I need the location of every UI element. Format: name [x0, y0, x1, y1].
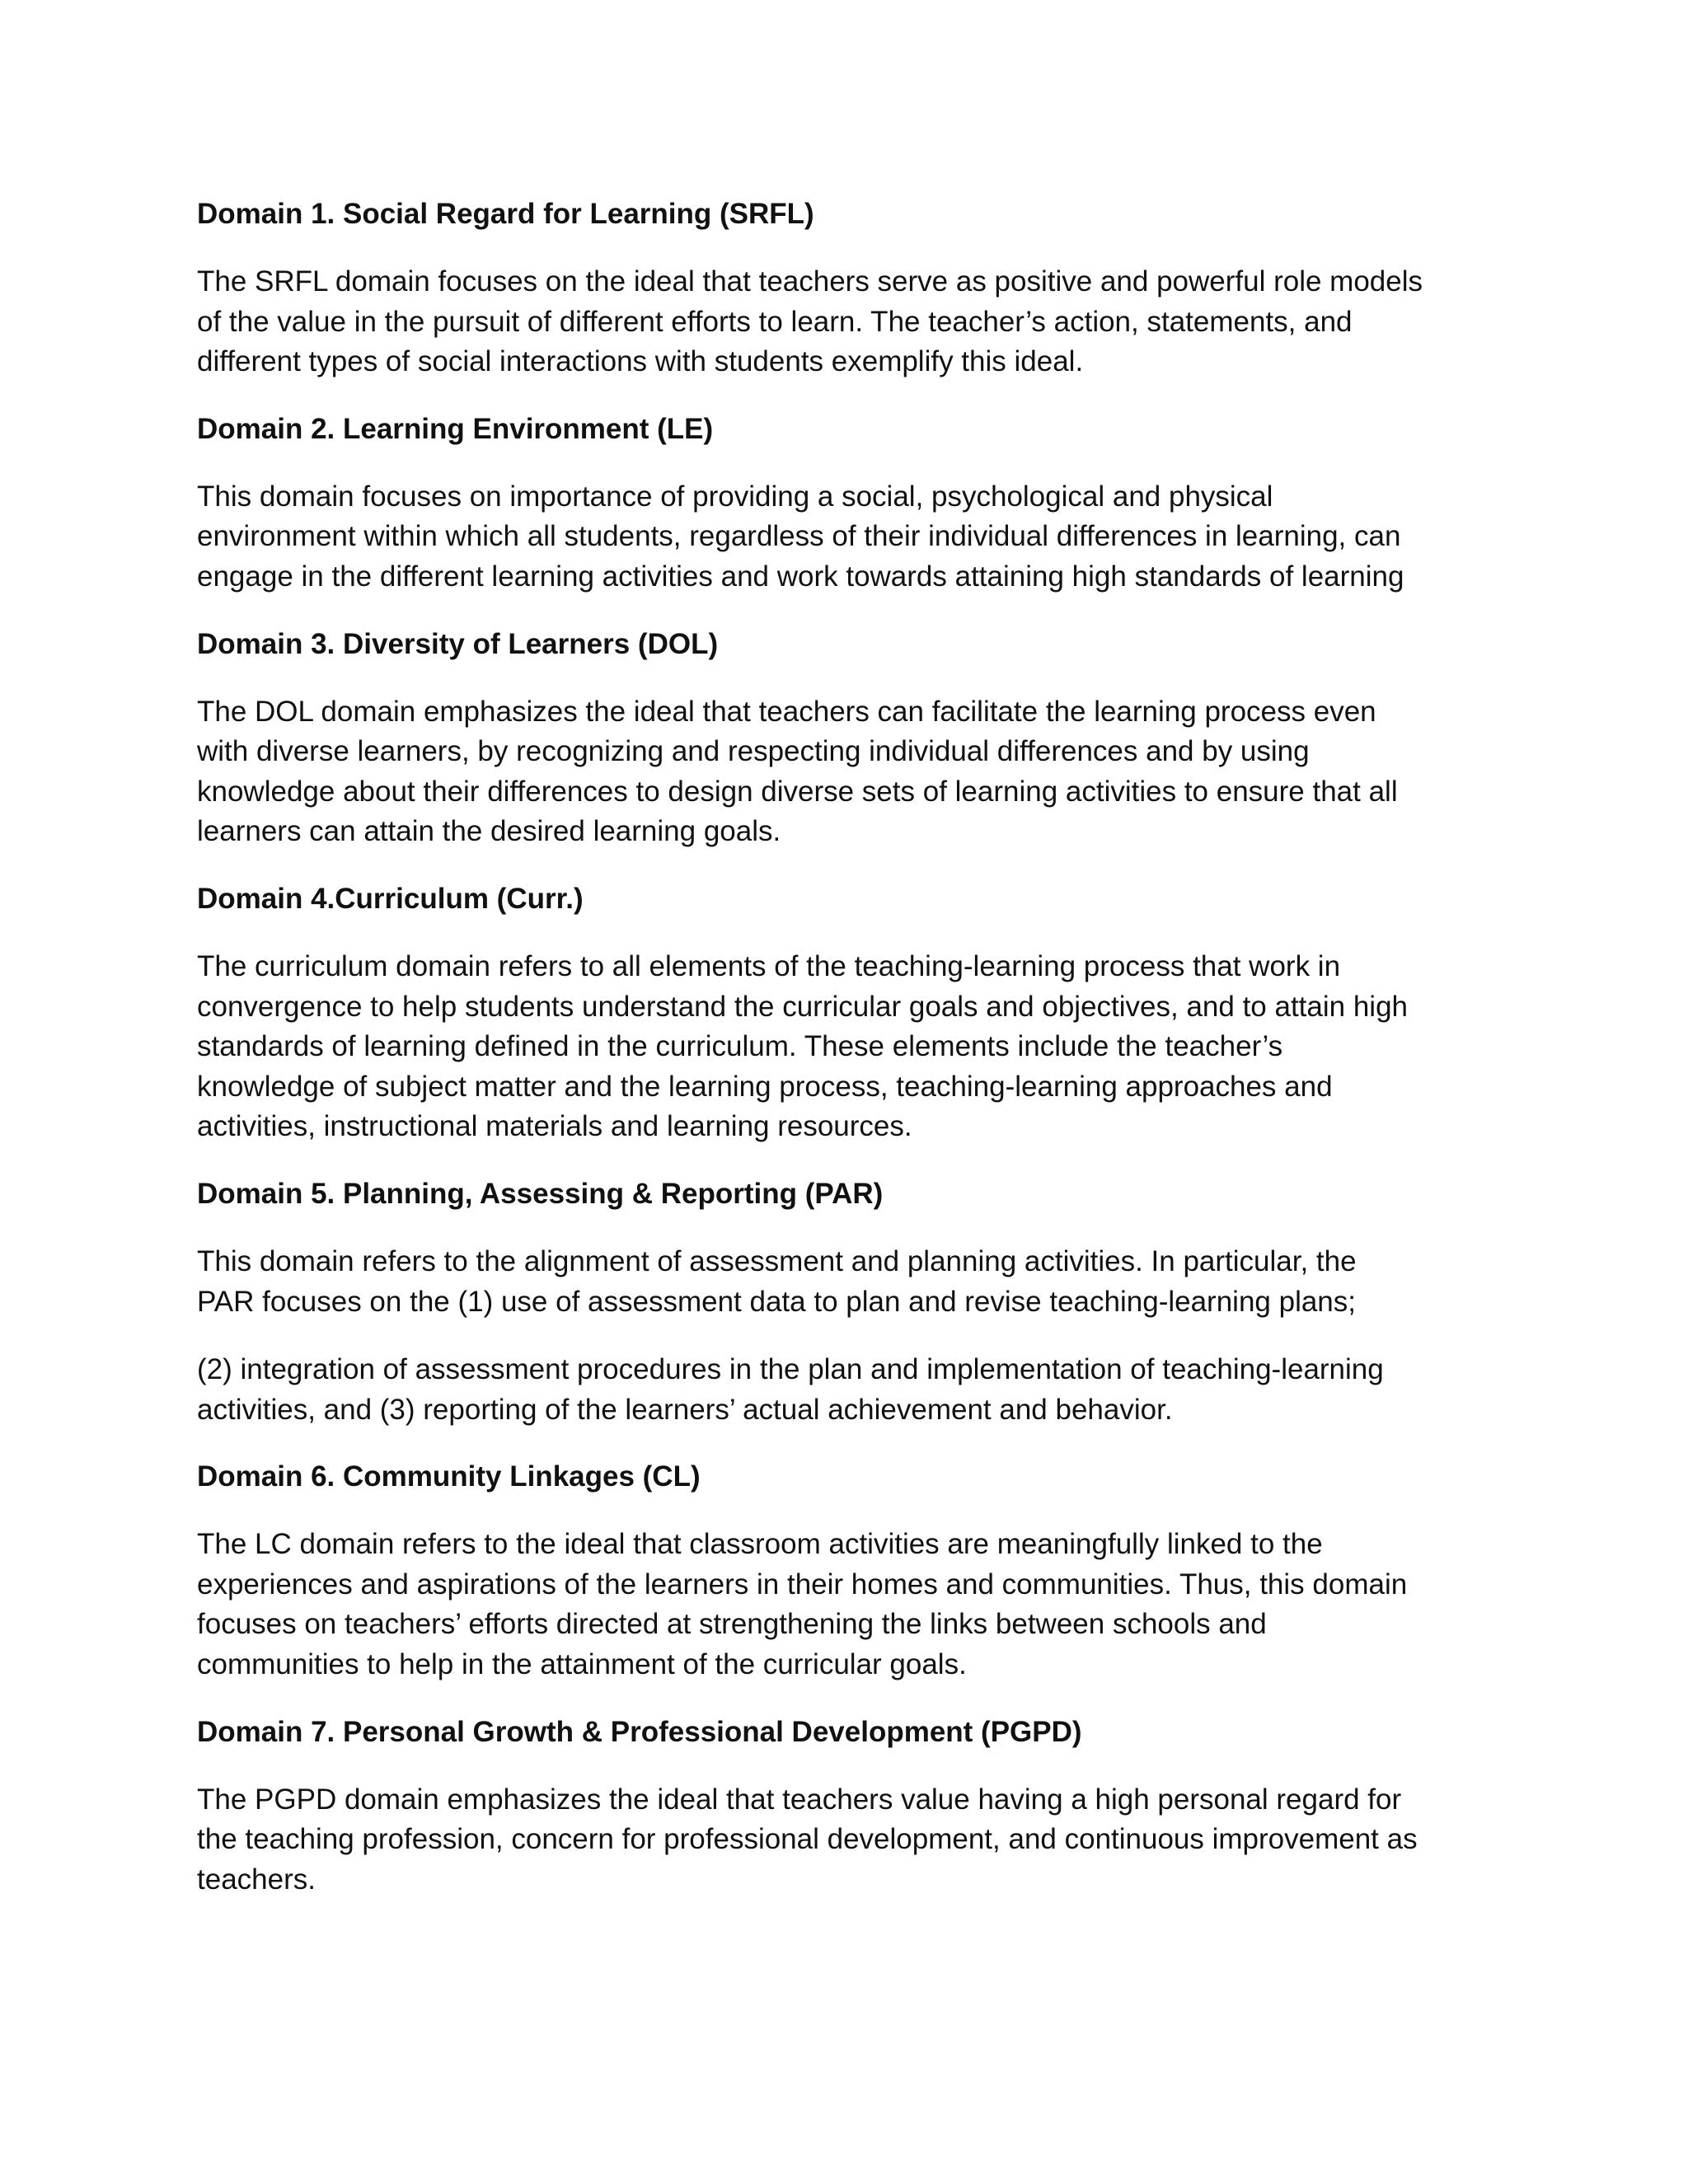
text-line: learners can attain the desired learning goals. [197, 815, 781, 848]
text-line: The LC domain refers to the ideal that classroom activities are meaningfully linked to the [197, 1528, 1323, 1561]
text-line: The PGPD domain emphasizes the ideal that teachers value having a high personal regard for [197, 1783, 1402, 1816]
text-line: The DOL domain emphasizes the ideal that teachers can facilitate the learning process even [197, 695, 1376, 728]
domain-section-5 [197, 1174, 1491, 1430]
text-line: environment within which all students, regardless of their individual differences in learning, can [197, 520, 1401, 553]
text-line: activities, and (3) reporting of the learners’ actual achievement and behavior. [197, 1393, 1173, 1426]
text-line: This domain refers to the alignment of assessment and planning activities. In particular, the [197, 1244, 1357, 1277]
text-line: teachers. [197, 1863, 316, 1896]
domain-section-4 [197, 879, 1491, 1147]
domain-heading-6: Domain 6. Community Linkages (CL) [197, 1460, 701, 1493]
domain-section-2 [197, 410, 1491, 598]
domain-heading-1: Domain 1. Social Regard for Learning (SRFL) [197, 198, 814, 230]
domain-section-3 [197, 625, 1491, 852]
domain-heading-5: Domain 5. Planning, Assessing & Reporting (PAR) [197, 1177, 884, 1210]
text-line: convergence to help students understand the curricular goals and objectives, and to attain high [197, 990, 1409, 1023]
text-line: the teaching profession, concern for professional development, and continuous improvement as [197, 1823, 1418, 1856]
domain-heading-4: Domain 4.Curriculum (Curr.) [197, 882, 584, 915]
domain-heading-7: Domain 7. Personal Growth & Professional Development (PGPD) [197, 1715, 1082, 1748]
text-line: The SRFL domain focuses on the ideal that teachers serve as positive and powerful role models [197, 265, 1423, 298]
domain-paragraph-2 [197, 477, 1491, 598]
text-line: with diverse learners, by recognizing and respecting individual differences and by using [197, 735, 1310, 768]
domain-paragraph-4 [197, 947, 1491, 1147]
domain-paragraph-5a [197, 1242, 1491, 1322]
text-line: This domain focuses on importance of providing a social, psychological and physical [197, 480, 1273, 513]
domain-paragraph-5b [197, 1350, 1491, 1430]
domain-heading-3: Domain 3. Diversity of Learners (DOL) [197, 627, 719, 660]
text-line: of the value in the pursuit of different efforts to learn. The teacher’s action, statements, and [197, 305, 1353, 338]
text-line: different types of social interactions with students exemplify this ideal. [197, 345, 1084, 378]
document-content [197, 194, 1491, 1900]
domain-heading-2: Domain 2. Learning Environment (LE) [197, 412, 714, 445]
text-line: engage in the different learning activities and work towards attaining high standards of learning [197, 560, 1404, 593]
domain-section-1 [197, 194, 1491, 382]
text-line: PAR focuses on the (1) use of assessment data to plan and revise teaching-learning plans; [197, 1285, 1356, 1318]
text-line: standards of learning defined in the curriculum. These elements include the teacher’s [197, 1030, 1283, 1063]
text-line: knowledge of subject matter and the learning process, teaching-learning approaches and [197, 1070, 1333, 1103]
domain-section-6 [197, 1457, 1491, 1685]
text-line: (2) integration of assessment procedures in the plan and implementation of teaching-learning [197, 1353, 1384, 1386]
text-line: The curriculum domain refers to all elements of the teaching-learning process that work in [197, 949, 1341, 982]
domain-paragraph-1 [197, 262, 1491, 382]
text-line: knowledge about their differences to design diverse sets of learning activities to ensure that all [197, 775, 1398, 808]
domain-section-7 [197, 1713, 1491, 1900]
text-line: communities to help in the attainment of the curricular goals. [197, 1648, 967, 1681]
text-line: experiences and aspirations of the learners in their homes and communities. Thus, this domain [197, 1568, 1408, 1601]
text-line: activities, instructional materials and learning resources. [197, 1110, 912, 1143]
domain-paragraph-3 [197, 692, 1491, 852]
domain-paragraph-6 [197, 1525, 1491, 1685]
domain-paragraph-7 [197, 1780, 1491, 1900]
text-line: focuses on teachers’ efforts directed at strengthening the links between schools and [197, 1608, 1267, 1641]
